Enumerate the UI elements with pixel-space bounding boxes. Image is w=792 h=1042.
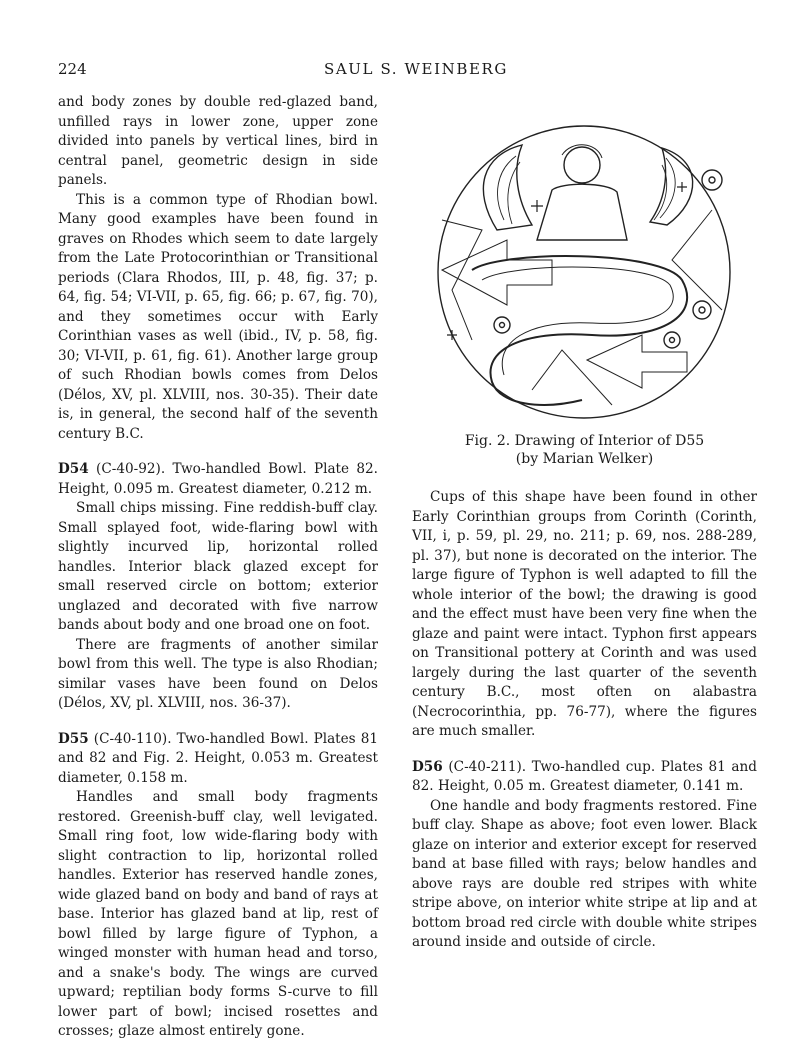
right-column [412,488,757,953]
cross-icon [447,330,457,340]
catalog-entry-d56 [412,758,757,797]
catalog-entry-d54 [58,460,378,499]
typhon-head [564,147,600,183]
rosette-icon [494,317,510,333]
running-head: SAUL S. WEINBERG [323,60,509,78]
left-column [58,93,378,1042]
left-wing [483,145,532,230]
snake-body [472,256,687,405]
paragraph: Small chips missing. Fine reddish-buff clay. Small splayed foot, wide-flaring bowl with slightly incurved lip, horizontal rolled handles. Interior black glazed except for small reserved circle on bottom; exterior unglazed and decorated with five narrow bands about body and one broad one on foot. [58,500,378,633]
typhon-bowl-drawing [412,120,757,430]
rosette-icon [664,332,680,348]
catalog-heading: (C-40-211). Two-handled cup. Plates 81 and 82. Height, 0.05 m. Greatest diameter, 0.141 m. [412,758,757,794]
paragraph: Cups of this shape have been found in other Early Corinthian groups from Corinth (Corinth, VII, i, p. 59, pl. 29, no. 211; p. 69, nos. 288-289, pl. 37), but none is decorated on the interior. The large figure of Typhon is well adapted to fill the whole interior of the bowl; the drawing is good and the effect must have been very fine when the glaze and paint were intact. Typhon first appears on Transitional pottery at Corinth and was used largely during the last quarter of the seventh century B.C., most often on alabastra (Necrocorinthia, pp. 76-77), where the figures are much smaller. [412,489,757,739]
catalog-number: D56 [412,758,443,775]
paragraph: Handles and small body fragments restored. Greenish-buff clay, well levigated. Small ring foot, low wide-flaring body with slight contraction to lip, horizontal rolled handles. Exterior has reserved handle zones, wide glazed band on body and band of rays at base. Interior has glazed band at lip, rest of bowl filled by large figure of Typhon, a winged monster with human head and torso, and a snake's body. The wings are curved upward; reptilian body forms S-curve to fill lower part of bowl; incised rosettes and crosses; glaze almost entirely gone. [58,789,378,1039]
paragraph: and body zones by double red-glazed band, unfilled rays in lower zone, upper zone divided into panels by vertical lines, bird in central panel, geometric design in side panels. [58,94,378,188]
paragraph: This is a common type of Rhodian bowl. Many good examples have been found in graves on Rhodes which seem to date largely from the Late Protocorinthian or Transitional periods (Clara Rhodos, III, p. 48, fig. 37; p. 64, fig. 54; VI-VII, p. 65, fig. 66; p. 67, fig. 70), and they sometimes occur with Early Corinthian vases as well (ibid., IV, p. 58, fig. 30; VI-VII, p. 61, fig. 61). Another large group of such Rhodian bowls comes from Delos (Délos, XV, pl. XLVIII, nos. 30-35). Their date is, in general, the second half of the seventh century B.C. [58,191,378,442]
cross-icon [677,182,687,192]
catalog-number: D54 [58,461,89,477]
paragraph: There are fragments of another similar bowl from this well. The type is also Rhodian; similar vases have been found on Delos (Délos, XV, pl. XLVIII, nos. 36-37). [58,636,378,711]
typhon-torso [537,184,627,240]
caption-credit: (by Marian Welker) [515,451,654,467]
catalog-heading: (C-40-92). Two-handled Bowl. Plate 82. Height, 0.095 m. Greatest diameter, 0.212 m. [58,461,378,497]
catalog-number: D55 [58,730,89,747]
figure-caption [412,432,757,468]
rosette-icon [693,301,711,319]
paragraph: One handle and body fragments restored. Fine buff clay. Shape as above; foot even lower. Black glaze on interior and exterior except for reserved band at base filled with rays; below handles and above rays are double red stripes with white stripe above, on interior white stripe at lip and at bottom broad red circle with double white stripes around inside and outside of circle. [412,797,757,950]
rosette-icon [702,170,722,190]
cross-icon [531,200,543,212]
page-number: 224 [58,60,87,78]
catalog-heading: (C-40-110). Two-handled Bowl. Plates 81 and 82 and Fig. 2. Height, 0.053 m. Greatest diameter, 0.158 m. [58,730,379,786]
catalog-entry-d55 [58,730,378,789]
caption-title: Fig. 2. Drawing of Interior of D55 [464,433,705,449]
